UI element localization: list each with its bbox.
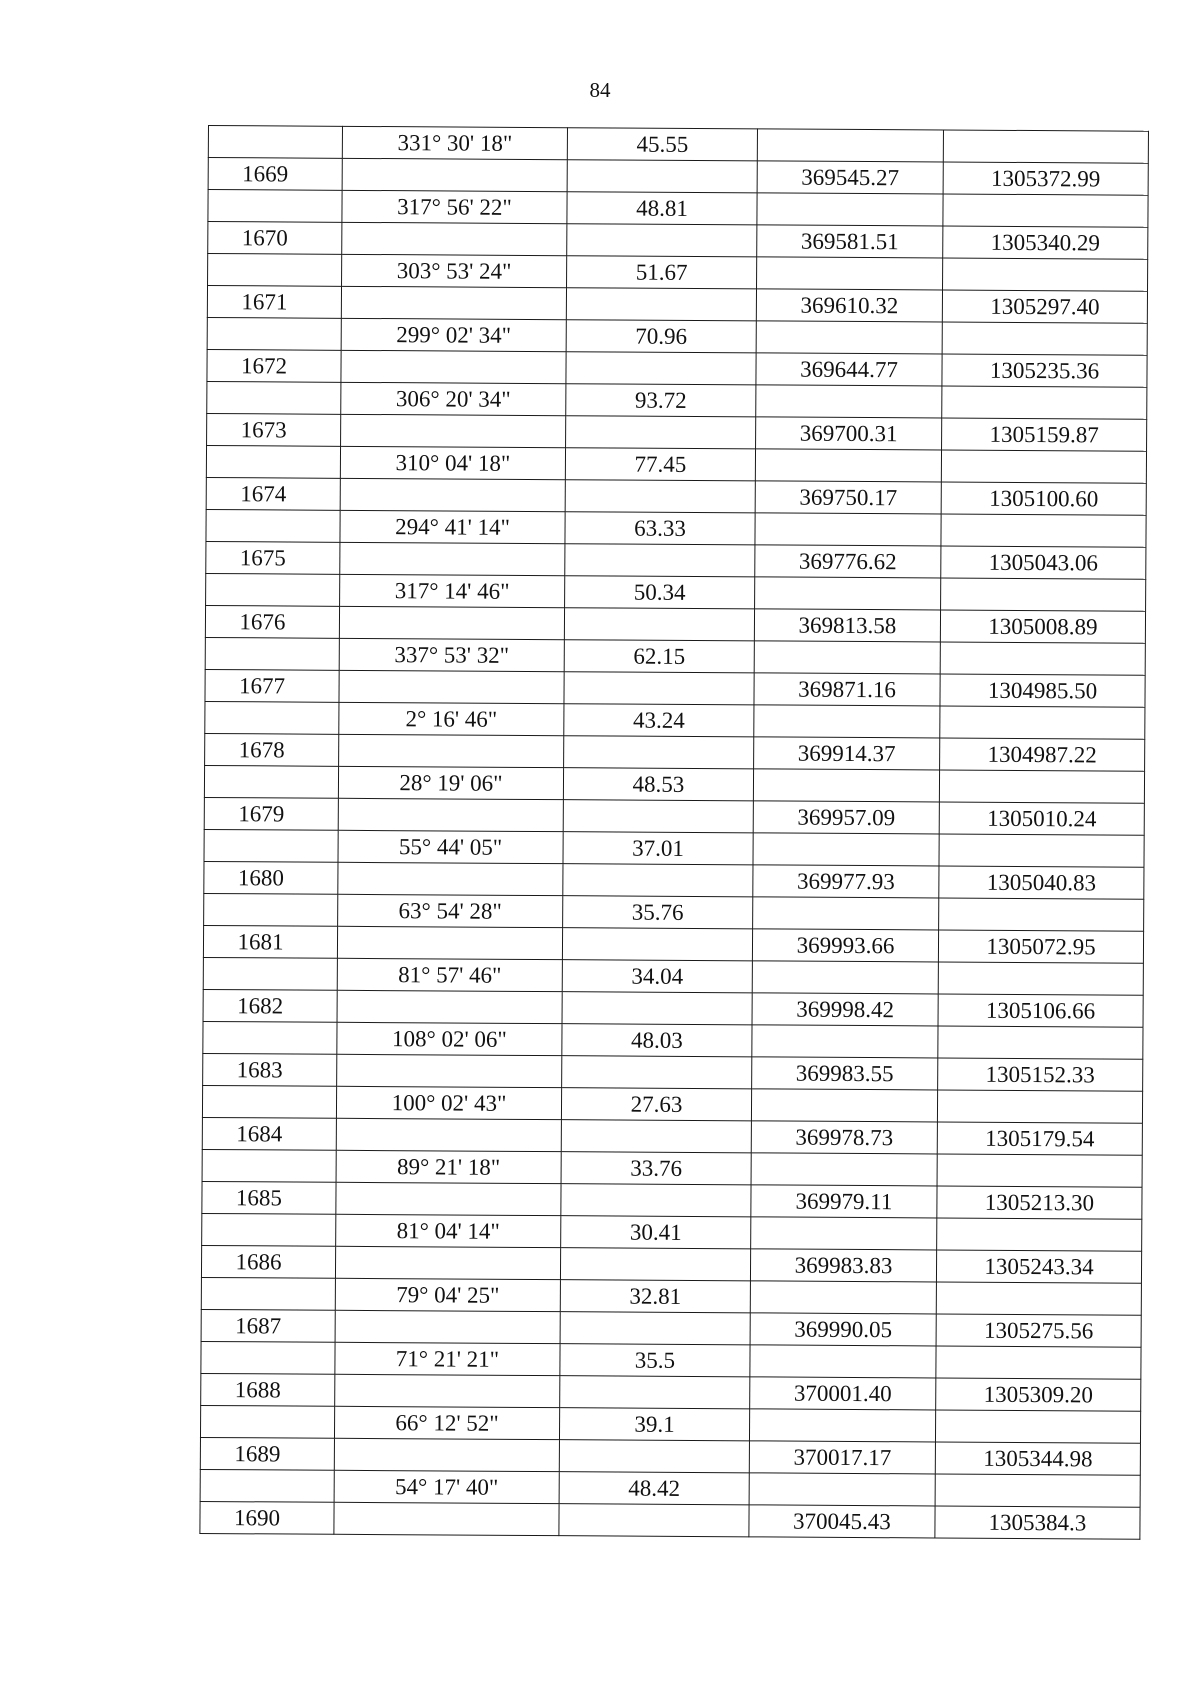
northing-cell [935,1474,1140,1507]
distance-value: 27.63 [561,1088,751,1121]
station-cell [202,1213,336,1246]
bearing-cell [336,1118,561,1151]
northing-value: 1305344.98 [935,1442,1140,1475]
bearing-value: 63° 54' 28" [338,894,563,927]
easting-cell [757,257,943,290]
distance-cell [565,480,755,513]
easting-value: 369581.51 [757,225,943,258]
distance-cell [562,928,752,961]
distance-cell [566,288,756,321]
easting-cell [750,1345,936,1378]
station-cell [207,317,341,350]
distance-cell [562,992,752,1025]
bearing-value: 108° 02' 06" [337,1022,562,1055]
easting-value: 369545.27 [757,161,943,194]
bearing-value: 81° 57' 46" [337,958,562,991]
distance-value: 51.67 [567,256,757,289]
northing-value: 1305243.34 [936,1250,1141,1283]
bearing-cell [338,862,563,895]
bearing-value: 299° 02' 34" [341,318,566,351]
northing-cell [936,1282,1141,1315]
bearing-cell: 331° 30' 18" [342,126,567,159]
northing-value: 1305309.20 [936,1378,1141,1411]
easting-cell [755,513,941,546]
station-id: 1680 [204,861,338,894]
easting-value: 369993.66 [752,929,938,962]
easting-value: 370045.43 [749,1505,935,1538]
page-number: 84 [589,78,611,102]
coordinate-table-body [200,126,1149,1540]
station-id: 1678 [205,733,339,766]
station-cell [204,893,338,926]
bearing-cell [338,798,563,831]
easting-cell [754,641,940,674]
station-id: 1685 [202,1181,336,1214]
distance-cell [562,1056,752,1089]
distance-value: 48.42 [559,1472,749,1505]
station-id: 1674 [206,477,340,510]
bearing-cell [335,1374,560,1407]
bearing-cell [341,414,566,447]
northing-cell [939,834,1144,867]
bearing-value: 81° 04' 14" [336,1214,561,1247]
distance-value: 50.34 [565,576,755,609]
bearing-value: 317° 14' 46" [340,574,565,607]
northing-value: 1305179.54 [937,1122,1142,1155]
bearing-value: 55° 44' 05" [338,830,563,863]
northing-cell [942,386,1147,419]
station-id: 1681 [203,925,337,958]
bearing-cell [341,286,566,319]
easting-value: 369978.73 [751,1121,937,1154]
northing-value: 1305040.83 [939,866,1144,899]
station-id: 1672 [207,349,341,382]
northing-value: 1305106.66 [938,994,1143,1027]
bearing-cell [339,734,564,767]
easting-cell [756,321,942,354]
easting-cell [755,449,941,482]
station-cell [208,254,342,287]
distance-cell [561,1184,751,1217]
easting-cell [753,897,939,930]
easting-value: 369990.05 [750,1313,936,1346]
station-cell [201,1277,335,1310]
distance-value: 70.96 [566,320,756,353]
distance-cell [559,1504,749,1537]
station-id: 1673 [207,413,341,446]
northing-cell [938,962,1143,995]
distance-cell [564,736,754,769]
station-cell [205,637,339,670]
station-id: 1687 [201,1309,335,1342]
northing-cell [940,642,1145,675]
bearing-cell [340,478,565,511]
distance-cell [560,1376,750,1409]
station-cell [208,126,342,159]
station-id: 1686 [201,1245,335,1278]
northing-value: 1305384.3 [935,1506,1140,1539]
station-cell [206,573,340,606]
northing-cell [939,770,1144,803]
easting-cell [756,385,942,418]
station-cell [206,509,340,542]
northing-cell [939,898,1144,931]
station-id: 1683 [203,1053,337,1086]
distance-cell [567,224,757,257]
distance-value: 34.04 [562,960,752,993]
easting-cell [757,193,943,226]
easting-cell [753,833,939,866]
distance-value: 35.5 [560,1344,750,1377]
station-id: 1676 [205,605,339,638]
bearing-value: 337° 53' 32" [339,638,564,671]
northing-value: 1305340.29 [943,226,1148,259]
distance-value: 48.03 [562,1024,752,1057]
station-cell [206,445,340,478]
easting-value: 369700.31 [756,417,942,450]
distance-value: 63.33 [565,512,755,545]
station-id: 1690 [200,1501,334,1534]
northing-cell [942,322,1147,355]
station-id: 1670 [208,222,342,255]
northing-cell [941,450,1146,483]
station-id: 1669 [208,158,342,191]
northing-value: 1305372.99 [943,162,1148,195]
easting-value: 369776.62 [755,545,941,578]
station-id: 1684 [202,1117,336,1150]
bearing-cell [339,606,564,639]
station-cell [203,957,337,990]
station-cell [202,1149,336,1182]
distance-value: 48.81 [567,192,757,225]
distance-value: 93.72 [566,384,756,417]
easting-cell [751,1217,937,1250]
station-cell [202,1085,336,1118]
distance-cell [563,800,753,833]
northing-value: 1305010.24 [939,802,1144,835]
bearing-value: 310° 04' 18" [340,446,565,479]
station-cell [200,1405,334,1438]
easting-cell [753,769,939,802]
distance-cell [567,160,757,193]
distance-value: 33.76 [561,1152,751,1185]
northing-value: 1305100.60 [941,482,1146,515]
bearing-cell [337,926,562,959]
easting-value: 369813.58 [754,609,940,642]
northing-value: 1305159.87 [942,418,1147,451]
easting-cell [751,1153,937,1186]
easting-cell [752,1025,938,1058]
easting-value: 369957.09 [753,801,939,834]
bearing-cell [342,222,567,255]
station-row [200,1501,1140,1539]
easting-cell [750,1281,936,1314]
easting-value: 369750.17 [755,481,941,514]
easting-cell [749,1473,935,1506]
station-id: 1675 [206,541,340,574]
easting-cell [752,961,938,994]
easting-value: 369983.55 [752,1057,938,1090]
bearing-value: 54° 17' 40" [334,1470,559,1503]
station-cell [204,829,338,862]
bearing-cell [337,990,562,1023]
northing-value: 1305152.33 [938,1058,1143,1091]
bearing-value: 66° 12' 52" [334,1406,559,1439]
bearing-cell [337,1054,562,1087]
bearing-cell [335,1310,560,1343]
northing-cell [941,514,1146,547]
distance-cell [563,864,753,897]
easting-cell [751,1089,937,1122]
station-id: 1688 [201,1373,335,1406]
bearing-value: 79° 04' 25" [335,1278,560,1311]
bearing-cell [341,350,566,383]
bearing-value: 303° 53' 24" [342,254,567,287]
distance-cell [560,1312,750,1345]
distance-cell [560,1248,750,1281]
easting-value: 369977.93 [753,865,939,898]
northing-value: 1304985.50 [940,674,1145,707]
station-id: 1677 [205,669,339,702]
easting-value: 369914.37 [754,737,940,770]
distance-value: 48.53 [563,768,753,801]
station-id: 1682 [203,989,337,1022]
northing-cell [938,1026,1143,1059]
station-cell [205,701,339,734]
station-id: 1671 [207,286,341,319]
easting-value: 369979.11 [751,1185,937,1218]
northing-cell [937,1218,1142,1251]
easting-value: 369998.42 [752,993,938,1026]
easting-value: 370001.40 [750,1377,936,1410]
station-cell [207,381,341,414]
northing-value: 1305297.40 [942,290,1147,323]
distance-cell [566,416,756,449]
easting-value: 369610.32 [756,289,942,322]
bearing-cell [335,1246,560,1279]
distance-value: 43.24 [564,704,754,737]
easting-cell [754,705,940,738]
northing-value: 1305072.95 [938,930,1143,963]
easting-cell [755,577,941,610]
bearing-cell [340,542,565,575]
distance-cell [566,352,756,385]
easting-value: 370017.17 [749,1441,935,1474]
distance-cell [564,608,754,641]
distance-value: 30.41 [561,1216,751,1249]
bearing-cell [339,670,564,703]
easting-value: 369983.83 [750,1249,936,1282]
bearing-value: 317° 56' 22" [342,190,567,223]
distance-value: 32.81 [560,1280,750,1313]
easting-value: 369871.16 [754,673,940,706]
distance-cell [564,672,754,705]
distance-cell [565,544,755,577]
easting-value: 369644.77 [756,353,942,386]
station-id: 1679 [204,797,338,830]
distance-value: 39.1 [559,1408,749,1441]
northing-value: 1305213.30 [937,1186,1142,1219]
bearing-value: 71° 21' 21" [335,1342,560,1375]
bearing-value: 294° 41' 14" [340,510,565,543]
distance-value: 37.01 [563,832,753,865]
bearing-value: 100° 02' 43" [336,1086,561,1119]
bearing-value: 28° 19' 06" [338,766,563,799]
northing-cell [937,1090,1142,1123]
station-cell [203,1021,337,1054]
bearing-cell [342,158,567,191]
northing-cell [943,130,1148,163]
northing-value: 1305235.36 [942,354,1147,387]
bearing-cell [336,1182,561,1215]
bearing-cell [334,1438,559,1471]
northing-value: 1305043.06 [941,546,1146,579]
northing-cell [941,578,1146,611]
station-cell [208,190,342,223]
northing-cell [943,194,1148,227]
northing-cell [935,1410,1140,1443]
bearing-value: 2° 16' 46" [339,702,564,735]
easting-cell [757,129,943,162]
distance-value: 62.15 [564,640,754,673]
easting-cell [749,1409,935,1442]
bearing-cell [334,1502,559,1535]
distance-value: 77.45 [565,448,755,481]
bearing-value: 89° 21' 18" [336,1150,561,1183]
station-cell [201,1341,335,1374]
northing-value: 1305008.89 [940,610,1145,643]
distance-value: 35.76 [563,896,753,929]
coordinate-table [199,125,1149,1540]
northing-cell [937,1154,1142,1187]
station-cell [200,1469,334,1502]
distance-cell: 45.55 [567,128,757,161]
northing-cell [940,706,1145,739]
distance-cell [561,1120,751,1153]
northing-value: 1304987.22 [940,738,1145,771]
northing-cell [936,1346,1141,1379]
distance-cell [559,1440,749,1473]
northing-value: 1305275.56 [936,1314,1141,1347]
bearing-value: 306° 20' 34" [341,382,566,415]
northing-cell [943,258,1148,291]
station-id: 1689 [200,1437,334,1470]
station-cell [204,765,338,798]
